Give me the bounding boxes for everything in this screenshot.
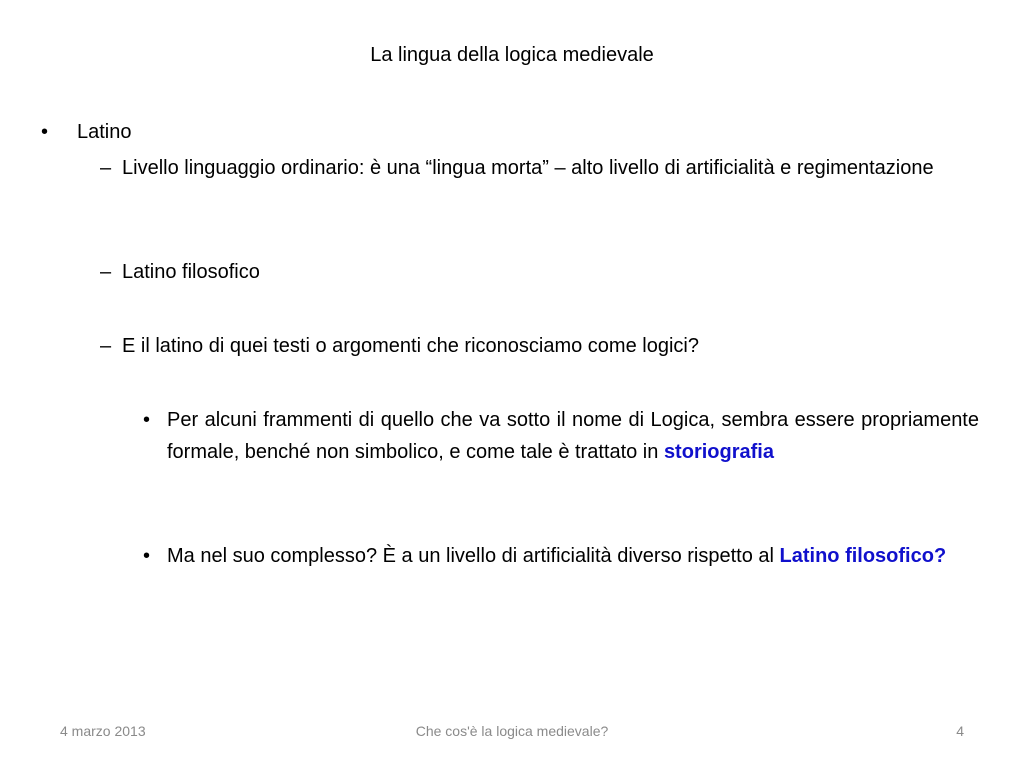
bullet-marker: • [41, 121, 49, 143]
sub-bullet-livello [100, 152, 979, 184]
bullet-latino-text: Latino [77, 121, 132, 143]
sub-bullet-filosofico-text: Latino filosofico [122, 261, 260, 283]
latino-filosofico-highlight: Latino filosofico? [779, 545, 947, 567]
dash-marker: – [100, 261, 112, 283]
sub-bullet-testi [100, 330, 979, 362]
sub-bullet-livello-text: Livello linguaggio ordinario: è una “lingua morta” – alto livello di artificialità e regimentazione [122, 157, 934, 179]
sub-sub-bullet-frammenti [143, 404, 979, 468]
sub-bullet-filosofico [100, 256, 979, 288]
footer-subtitle: Che cos'è la logica medievale? [415, 723, 609, 739]
sub-sub-bullet-frammenti-text: Per alcuni frammenti di quello che va sotto il nome di Logica, sembra essere propriamente formale, benché non simbolico, e come tale è trattato in [167, 409, 979, 463]
sub-sub-bullet-complesso-text: Ma nel suo complesso? È a un livello di artificialità diverso rispetto al [167, 545, 780, 567]
footer-date: 4 marzo 2013 [60, 723, 146, 739]
sub-bullet-testi-text: E il latino di quei testi o argomenti che riconosciamo come logici? [122, 335, 699, 357]
dash-marker: – [100, 157, 112, 179]
storiografia-highlight: storiografia [663, 441, 774, 463]
footer-page-number: 4 [956, 723, 964, 739]
slide-title: La lingua della logica medievale [370, 44, 654, 66]
bullet-marker: • [143, 545, 151, 567]
dash-marker: – [100, 335, 112, 357]
sub-sub-bullet-complesso [143, 540, 979, 572]
bullet-latino [41, 116, 977, 148]
bullet-marker: • [143, 409, 151, 431]
